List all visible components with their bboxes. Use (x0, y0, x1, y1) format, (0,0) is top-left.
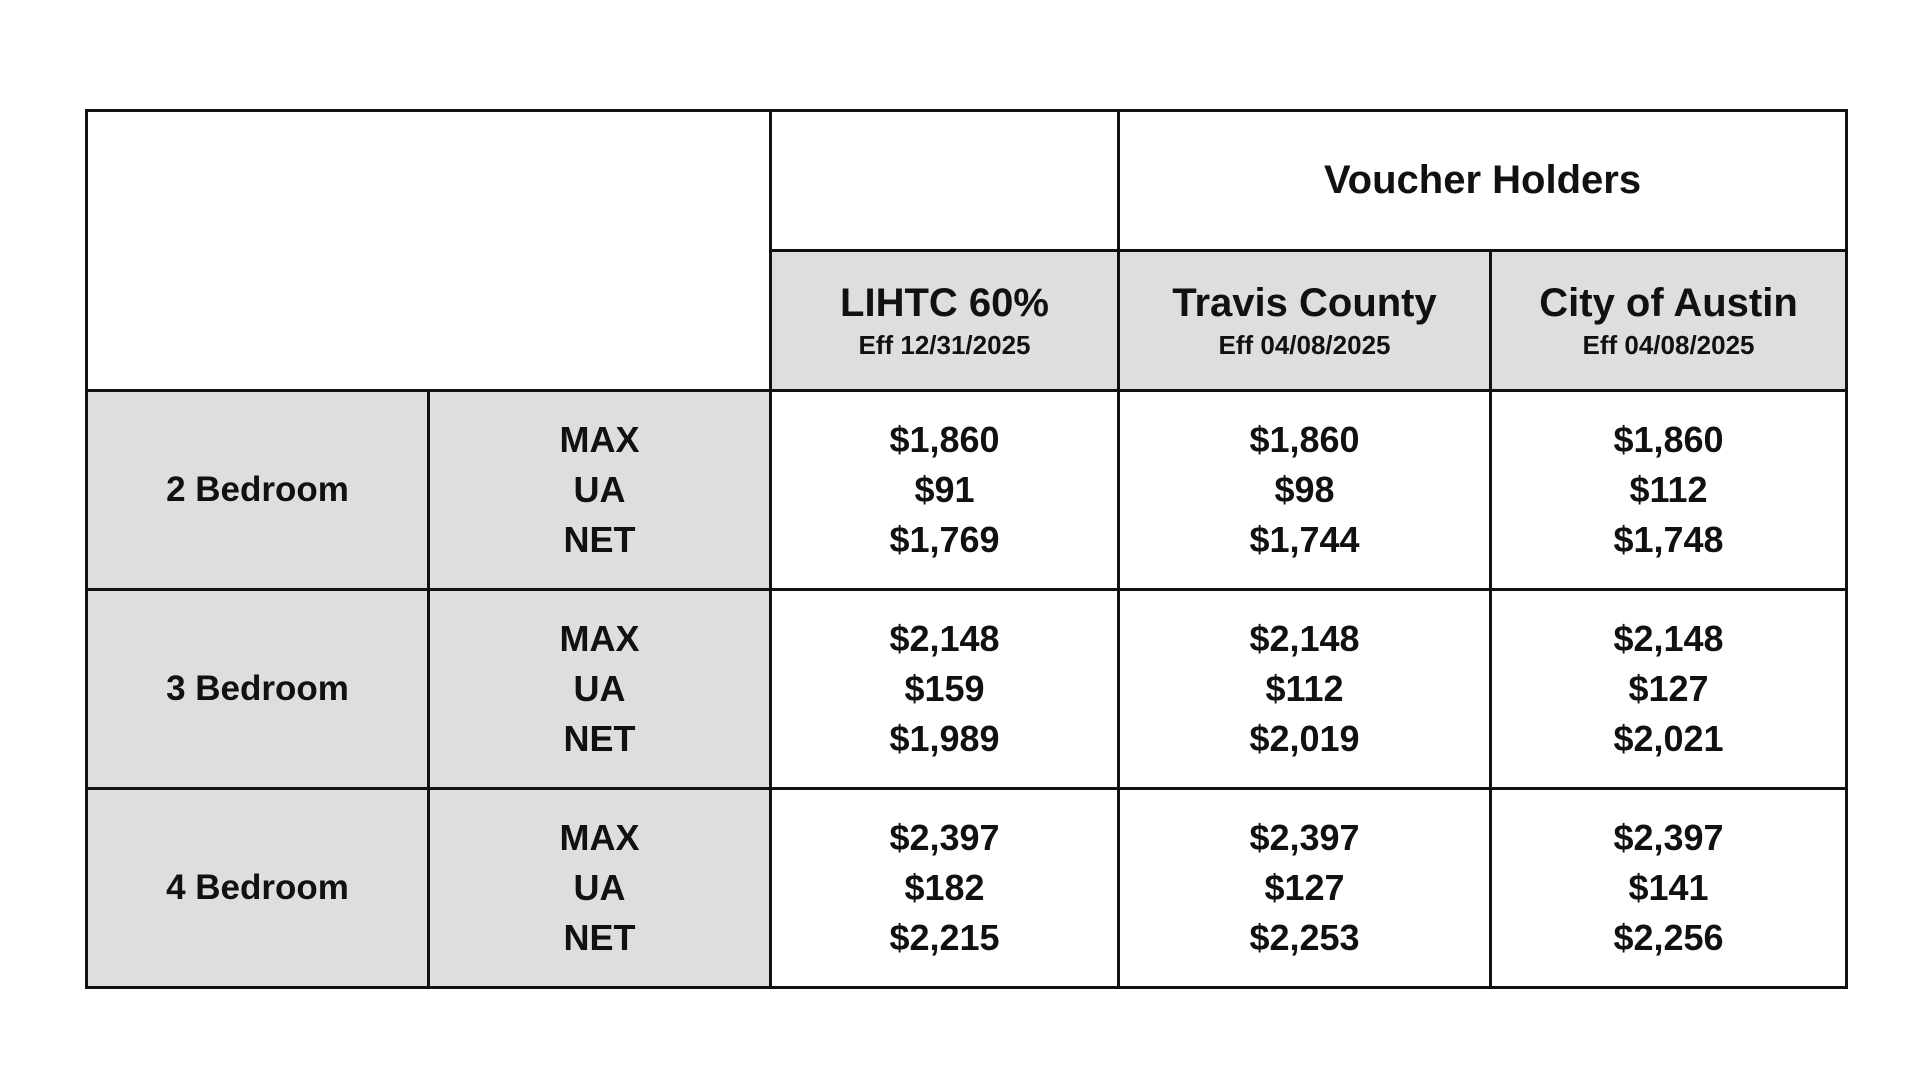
label-ua: UA (573, 469, 626, 510)
column-header-city-of-austin (1491, 251, 1847, 391)
voucher-holders-header: Voucher Holders (1119, 111, 1847, 251)
label-max: MAX (559, 618, 640, 659)
ua-value: $127 (1628, 668, 1709, 709)
max-value: $2,397 (1249, 817, 1360, 858)
column-header-lihtc (771, 251, 1119, 391)
column-title: LIHTC 60% (840, 280, 1049, 325)
empty-header-cell (771, 111, 1119, 251)
row-labels (429, 590, 771, 789)
value-cell (1491, 590, 1847, 789)
ua-value: $182 (904, 867, 985, 908)
ua-value: $159 (904, 668, 985, 709)
net-value: $1,744 (1249, 519, 1360, 560)
ua-value: $112 (1265, 668, 1344, 709)
ua-value: $112 (1629, 469, 1708, 510)
value-cell (1491, 789, 1847, 988)
max-value: $1,860 (889, 419, 1000, 460)
max-value: $2,397 (1613, 817, 1724, 858)
row-labels (429, 391, 771, 590)
max-value: $1,860 (1249, 419, 1360, 460)
column-header-travis-county (1119, 251, 1491, 391)
rent-table (85, 109, 1848, 989)
value-cell (1119, 391, 1491, 590)
net-value: $2,021 (1613, 718, 1724, 759)
column-effective-date: Eff 04/08/2025 (1218, 329, 1391, 360)
label-max: MAX (559, 419, 640, 460)
net-value: $2,256 (1613, 917, 1724, 958)
label-net: NET (563, 718, 636, 759)
value-cell (771, 789, 1119, 988)
net-value: $2,019 (1249, 718, 1360, 759)
label-max: MAX (559, 817, 640, 858)
net-value: $1,989 (889, 718, 1000, 759)
max-value: $2,148 (1249, 618, 1360, 659)
value-cell (1491, 391, 1847, 590)
value-cell (771, 391, 1119, 590)
net-value: $2,215 (889, 917, 1000, 958)
unit-label: 4 Bedroom (87, 789, 429, 988)
net-value: $1,769 (889, 519, 1000, 560)
empty-corner-cell (87, 111, 771, 391)
column-effective-date: Eff 12/31/2025 (858, 329, 1031, 360)
max-value: $2,148 (889, 618, 1000, 659)
ua-value: $141 (1628, 867, 1709, 908)
value-cell (771, 590, 1119, 789)
column-title: City of Austin (1539, 280, 1798, 325)
row-labels (429, 789, 771, 988)
column-effective-date: Eff 04/08/2025 (1582, 329, 1755, 360)
ua-value: $91 (914, 469, 975, 510)
net-value: $2,253 (1249, 917, 1360, 958)
unit-label: 2 Bedroom (87, 391, 429, 590)
value-cell (1119, 789, 1491, 988)
label-net: NET (563, 917, 636, 958)
table-row-4-bedroom (87, 789, 1847, 988)
column-title: Travis County (1172, 280, 1437, 325)
label-net: NET (563, 519, 636, 560)
ua-value: $127 (1264, 867, 1345, 908)
table-row-2-bedroom (87, 391, 1847, 590)
unit-label: 3 Bedroom (87, 590, 429, 789)
net-value: $1,748 (1613, 519, 1724, 560)
max-value: $2,397 (889, 817, 1000, 858)
label-ua: UA (573, 668, 626, 709)
ua-value: $98 (1274, 469, 1335, 510)
table-row-3-bedroom (87, 590, 1847, 789)
max-value: $1,860 (1613, 419, 1724, 460)
max-value: $2,148 (1613, 618, 1724, 659)
value-cell (1119, 590, 1491, 789)
label-ua: UA (573, 867, 626, 908)
